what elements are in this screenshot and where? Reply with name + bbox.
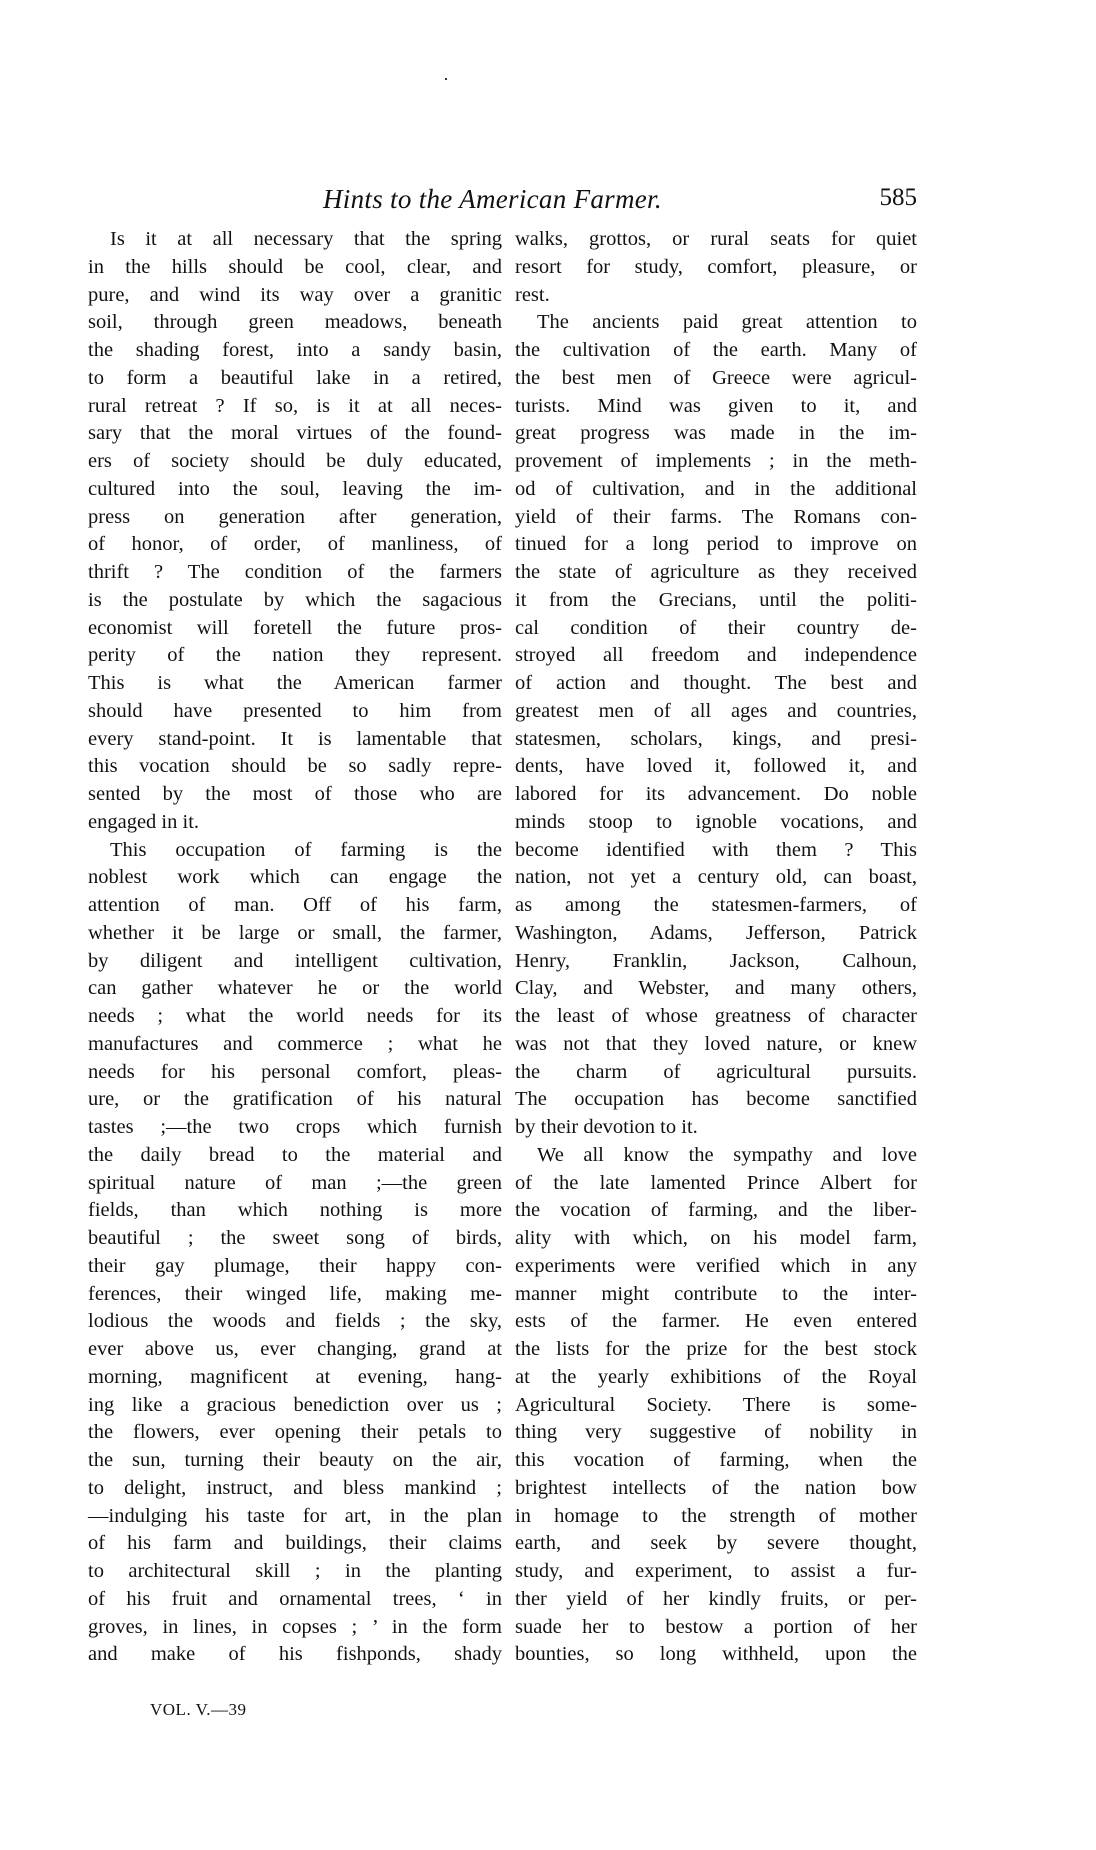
text-line: the lists for the prize for the best stock (515, 1338, 917, 1360)
text-line: of the late lamented Prince Albert for (515, 1171, 917, 1194)
text-line: ality with which, on his model farm, (515, 1227, 917, 1249)
text-line: manner might contribute to the inter- (515, 1282, 917, 1305)
text-line: study, and experiment, to assist a fur- (515, 1560, 917, 1582)
text-line: great progress was made in the im- (515, 422, 917, 445)
text-line: soil, through green meadows, beneath (88, 311, 502, 334)
text-line: and make of his fishponds, shady (88, 1643, 502, 1666)
text-line: stroyed all freedom and independence (515, 644, 917, 667)
left-column (88, 226, 502, 1669)
text-line: ing like a gracious benediction over us ; (88, 1393, 502, 1416)
text-line: fields, than which nothing is more (88, 1199, 502, 1222)
running-title: Hints to the American Farmer. (323, 184, 662, 214)
text-line: ests of the farmer. He even entered (515, 1310, 917, 1333)
text-line: experiments were verified which in any (515, 1254, 917, 1277)
text-line: dents, have loved it, followed it, and (515, 755, 917, 778)
text-line: whether it be large or small, the farmer, (88, 921, 502, 944)
text-line: sented by the most of those who are (88, 783, 502, 805)
text-line: engaged in it. (88, 810, 200, 833)
text-line: tinued for a long period to improve on (515, 533, 917, 556)
text-line: the vocation of farming, and the liber- (515, 1199, 917, 1222)
text-line: economist will foretell the future pros- (88, 616, 502, 639)
text-line: this vocation should be so sadly repre- (88, 755, 502, 778)
text-line: was not that they loved nature, or knew (515, 1032, 917, 1055)
text-line: ure, or the gratification of his natural (88, 1088, 502, 1111)
text-line: in homage to the strength of mother (515, 1504, 917, 1527)
text-line: become identified with them ? This (515, 838, 917, 861)
text-line: the charm of agricultural pursuits. (515, 1060, 917, 1083)
text-line: cal condition of their country de- (515, 616, 917, 639)
text-line: noblest work which can engage the (88, 866, 502, 889)
text-line: the daily bread to the material and (88, 1143, 502, 1166)
text-line: at the yearly exhibitions of the Royal (515, 1365, 917, 1388)
text-line: the best men of Greece were agricul- (515, 366, 917, 389)
text-line: spiritual nature of man ;—the green (88, 1171, 502, 1194)
text-line: the sun, turning their beauty on the air, (88, 1449, 502, 1471)
text-line: This occupation of farming is the (110, 838, 502, 861)
text-line: in the hills should be cool, clear, and (88, 255, 502, 278)
text-line: press on generation after generation, (88, 505, 502, 528)
text-line: it from the Grecians, until the politi- (515, 588, 917, 611)
text-line: sary that the moral virtues of the found- (88, 422, 502, 445)
text-line: by their devotion to it. (515, 1116, 698, 1138)
text-line: od of cultivation, and in the additional (515, 477, 917, 500)
text-line: every stand-point. It is lamentable that (88, 727, 502, 750)
text-line: The occupation has become sanctified (515, 1088, 917, 1111)
text-line: —indulging his taste for art, in the plan (88, 1504, 502, 1527)
text-line: labored for its advancement. Do noble (515, 783, 917, 805)
text-line: the least of whose greatness of character (515, 1005, 917, 1027)
text-line: to delight, instruct, and bless mankind ; (88, 1476, 502, 1499)
right-column (515, 226, 917, 1669)
text-line: of his fruit and ornamental trees, ‘ in (88, 1587, 502, 1610)
text-line: provement of implements ; in the meth- (515, 450, 917, 472)
text-line: earth, and seek by severe thought, (515, 1532, 917, 1555)
text-line: of honor, of order, of manliness, of (88, 533, 502, 556)
text-line: by diligent and intelligent cultivation, (88, 949, 502, 972)
text-line: of action and thought. The best and (515, 672, 917, 694)
text-line: ther yield of her kindly fruits, or per- (515, 1587, 917, 1610)
text-line: needs for his personal comfort, pleas- (88, 1060, 502, 1083)
text-line: cultured into the soul, leaving the im- (88, 477, 502, 500)
text-line: statesmen, scholars, kings, and presi- (515, 727, 917, 750)
text-line: to form a beautiful lake in a retired, (88, 366, 502, 389)
text-line: the state of agriculture as they received (515, 561, 917, 583)
text-line: should have presented to him from (88, 699, 502, 722)
text-line: minds stoop to ignoble vocations, and (515, 810, 917, 833)
text-line: resort for study, comfort, pleasure, or (515, 255, 917, 278)
text-line: the cultivation of the earth. Many of (515, 339, 917, 361)
text-line: as among the statesmen-farmers, of (515, 894, 917, 916)
text-line: of his farm and buildings, their claims (88, 1532, 502, 1555)
text-line: nation, not yet a century old, can boast, (515, 866, 917, 889)
text-line: beautiful ; the sweet song of birds, (88, 1227, 502, 1249)
text-line: This is what the American farmer (88, 672, 502, 694)
text-line: bounties, so long withheld, upon the (515, 1643, 917, 1666)
text-line: Agricultural Society. There is some- (515, 1393, 917, 1416)
text-line: manufactures and commerce ; what he (88, 1032, 502, 1055)
text-line: Clay, and Webster, and many others, (515, 977, 917, 1000)
text-line: ers of society should be duly educated, (88, 450, 502, 472)
text-line: morning, magnificent at evening, hang- (88, 1365, 502, 1388)
text-line: walks, grottos, or rural seats for quiet (515, 228, 917, 250)
text-line: Henry, Franklin, Jackson, Calhoun, (515, 949, 917, 972)
text-line: ever above us, ever changing, grand at (88, 1338, 502, 1360)
text-line: lodious the woods and fields ; the sky, (88, 1310, 502, 1333)
signature-mark: VOL. V.—39 (150, 1700, 247, 1719)
page-number: 585 (879, 184, 917, 211)
text-line: rural retreat ? If so, is it at all neces- (88, 394, 502, 417)
text-line: ferences, their winged life, making me- (88, 1282, 502, 1305)
text-line: turists. Mind was given to it, and (515, 394, 917, 417)
text-line: We all know the sympathy and love (537, 1143, 917, 1166)
text-line: the shading forest, into a sandy basin, (88, 339, 502, 361)
text-line: can gather whatever he or the world (88, 977, 502, 1000)
text-line: Is it at all necessary that the spring (110, 228, 502, 250)
text-line: rest. (515, 283, 550, 306)
text-line: perity of the nation they represent. (88, 644, 502, 667)
text-line: The ancients paid great attention to (537, 311, 917, 334)
text-line: their gay plumage, their happy con- (88, 1254, 502, 1277)
text-line: needs ; what the world needs for its (88, 1005, 502, 1027)
text-line: yield of their farms. The Romans con- (515, 505, 917, 528)
text-line: attention of man. Off of his farm, (88, 894, 502, 916)
running-head (88, 184, 917, 216)
text-line: groves, in lines, in copses ; ’ in the form (88, 1615, 502, 1638)
text-line: the flowers, ever opening their petals to (88, 1421, 502, 1444)
text-line: tastes ;—the two crops which furnish (88, 1116, 502, 1138)
text-line: suade her to bestow a portion of her (515, 1615, 917, 1638)
text-line: Washington, Adams, Jefferson, Patrick (515, 921, 917, 944)
text-line: pure, and wind its way over a granitic (88, 283, 502, 306)
text-line: thing very suggestive of nobility in (515, 1421, 917, 1444)
text-line: is the postulate by which the sagacious (88, 588, 502, 611)
text-line: greatest men of all ages and countries, (515, 699, 917, 722)
text-line: this vocation of farming, when the (515, 1449, 917, 1471)
text-line: thrift ? The condition of the farmers (88, 561, 502, 583)
text-line: brightest intellects of the nation bow (515, 1476, 917, 1499)
scan-speck (445, 78, 447, 80)
text-line: to architectural skill ; in the planting (88, 1560, 502, 1582)
